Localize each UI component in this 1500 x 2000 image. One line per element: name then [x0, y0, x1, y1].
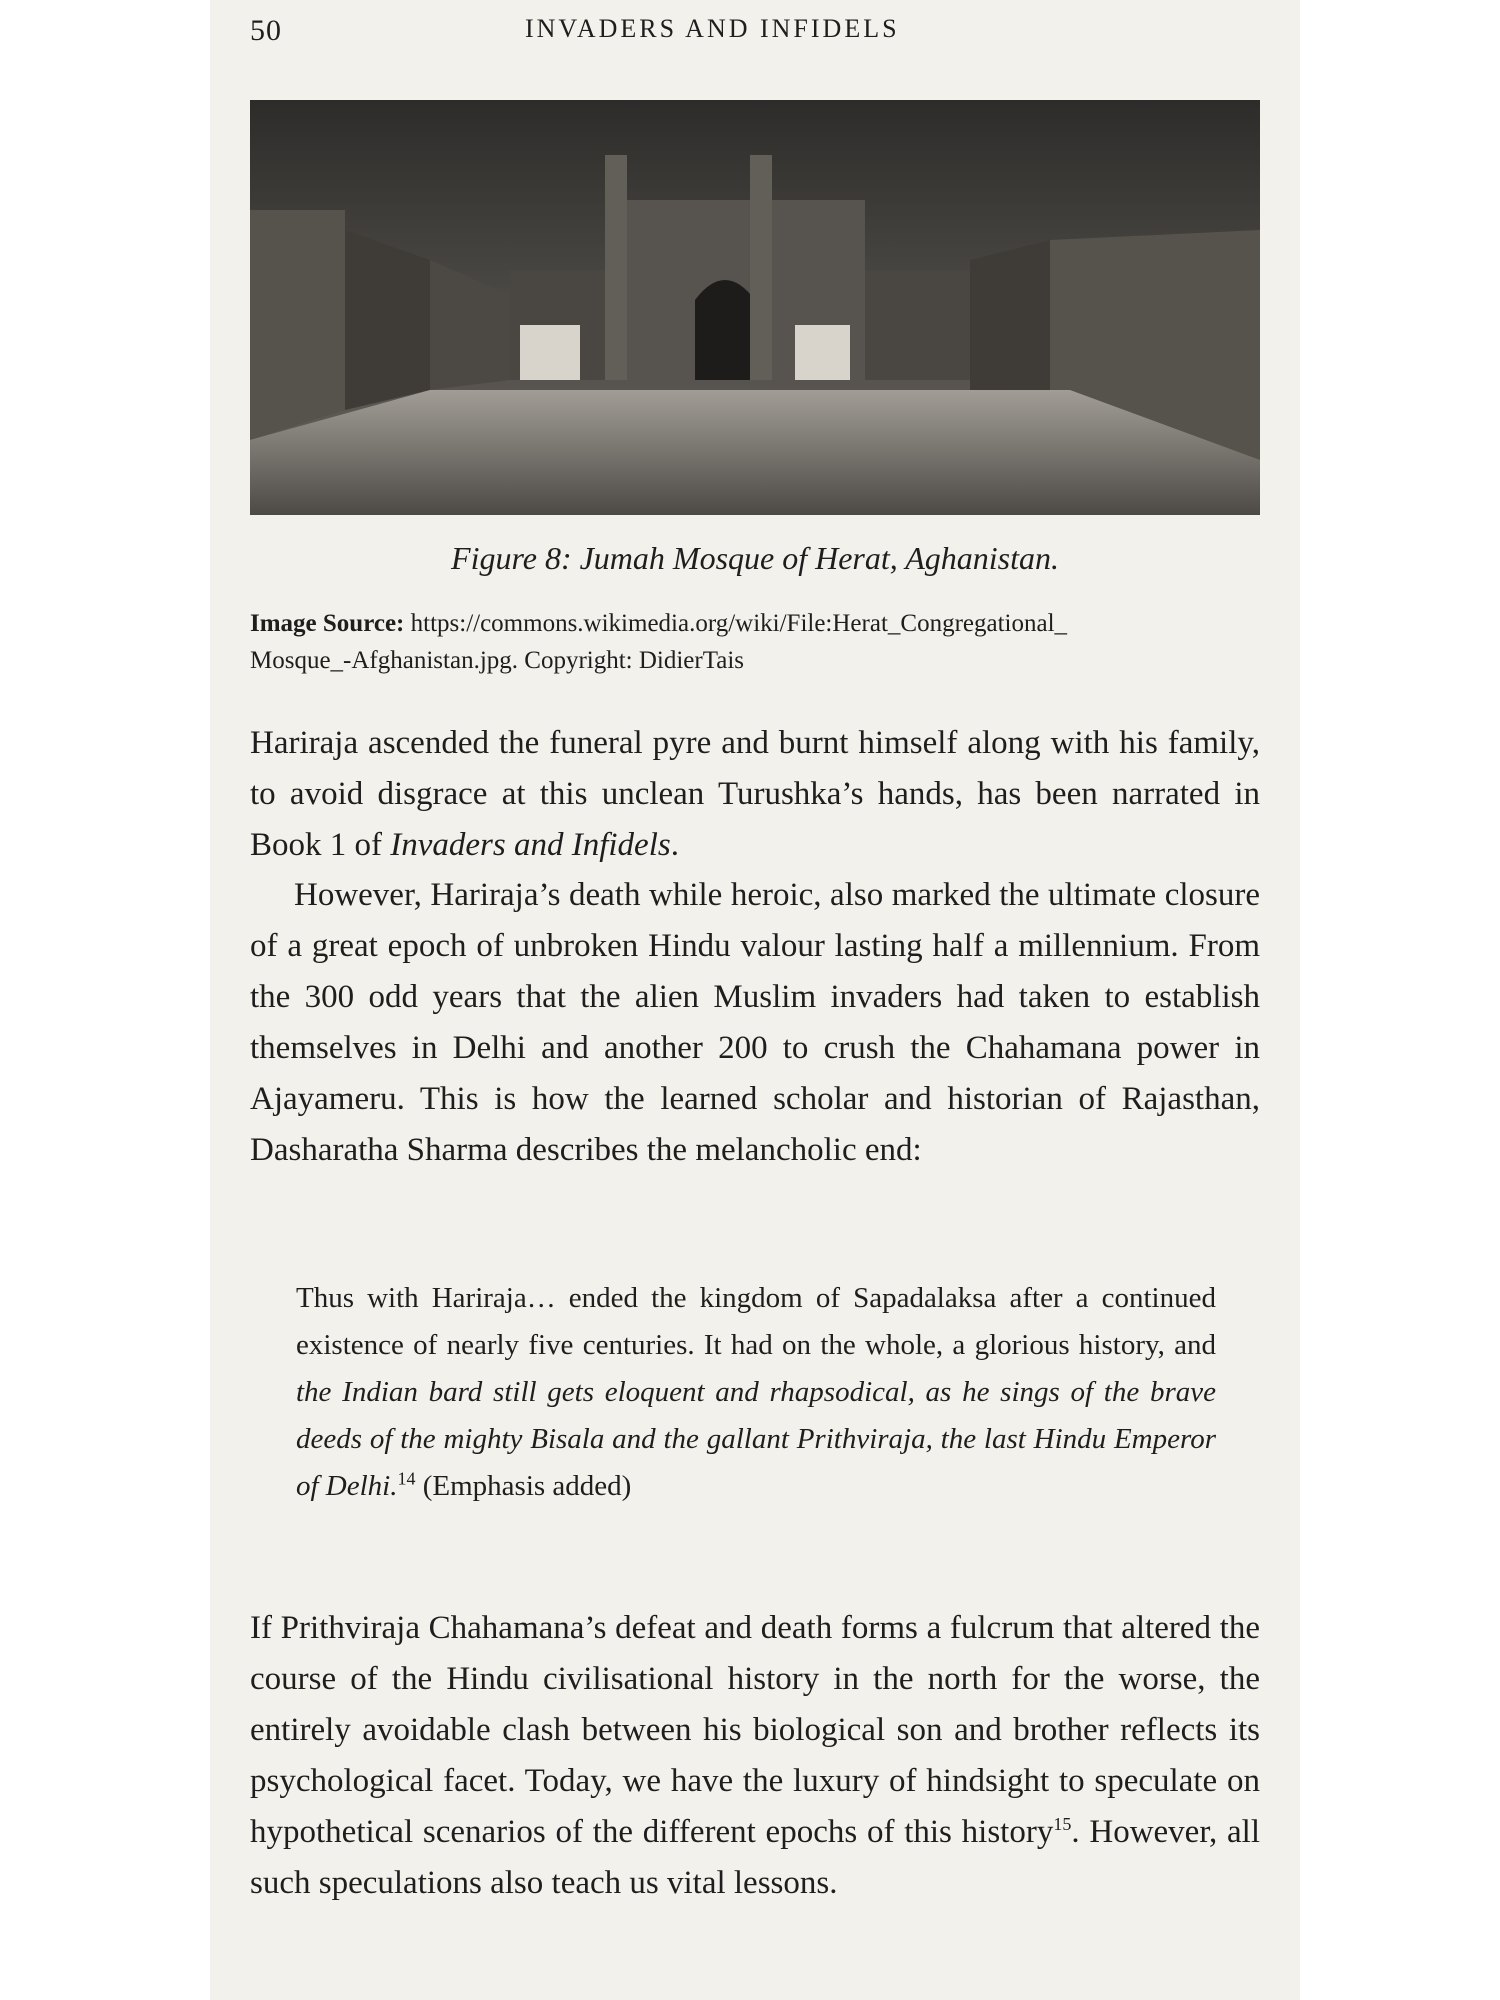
quote-after: (Emphasis added) [415, 1470, 632, 1502]
paragraph-3 [250, 1603, 1260, 1909]
book-title: Invaders and Infidels [390, 827, 671, 863]
source-label: Image Source: [250, 610, 405, 637]
mosque-photo [250, 100, 1260, 515]
paragraph-1 [250, 718, 1260, 871]
paragraph-3-end: . However, all such speculations also teach us vital lessons. [250, 1814, 1260, 1901]
footnote-15: 15 [1053, 1814, 1072, 1834]
mosque-illustration [250, 100, 1260, 515]
footnote-14: 14 [397, 1468, 416, 1489]
paragraph-1-text: Hariraja ascended the funeral pyre and burnt himself along with his family, to avoid disgrace at this unclean Turushka’s hands, has been narrated in Book 1 of [250, 725, 1260, 863]
page-header [250, 8, 1260, 54]
figure-caption: Figure 8: Jumah Mosque of Herat, Aghanistan. [451, 540, 1059, 576]
quote-plain: Thus with Hariraja… ended the kingdom of Sapadalaksa after a continued existence of nearly five centuries. It had on the whole, a glorious history, and [296, 1282, 1216, 1361]
paragraph-1-end: . [670, 827, 679, 863]
paragraph-3-text: If Prithviraja Chahamana’s defeat and death forms a fulcrum that altered the course of the Hindu civilisational history in the north for the worse, the entirely avoidable clash between his biological son and brother reflects its psychological facet. Today, we have the luxury of hindsight to speculate on hypothetical scenarios of the different epochs of this history [250, 1610, 1260, 1850]
source-url-line2: Mosque_-Afghanistan.jpg. Copyright: DidierTais [250, 647, 745, 674]
block-quote [296, 1275, 1216, 1510]
quote-emphasis: the Indian bard still gets eloquent and rhapsodical, as he sings of the brave deeds of the mighty Bisala and the gallant Prithviraja, the last Hindu Emperor of Delhi. [296, 1376, 1216, 1502]
image-source [250, 605, 1260, 679]
source-url-line1: https://commons.wikimedia.org/wiki/File:Herat_Congregational_ [404, 610, 1068, 637]
page-number: 50 [250, 14, 282, 47]
running-title: INVADERS AND INFIDELS [525, 14, 900, 43]
paragraph-2: However, Hariraja’s death while heroic, also marked the ultimate closure of a great epoch of unbroken Hindu valour lasting half a millennium. From the 300 odd years that the alien Muslim invaders had taken to establish themselves in Delhi and another 200 to crush the Chahamana power in Ajayameru. This is how the learned scholar and historian of Rajasthan, Dasharatha Sharma describes the melancholic end: [250, 877, 1260, 1168]
